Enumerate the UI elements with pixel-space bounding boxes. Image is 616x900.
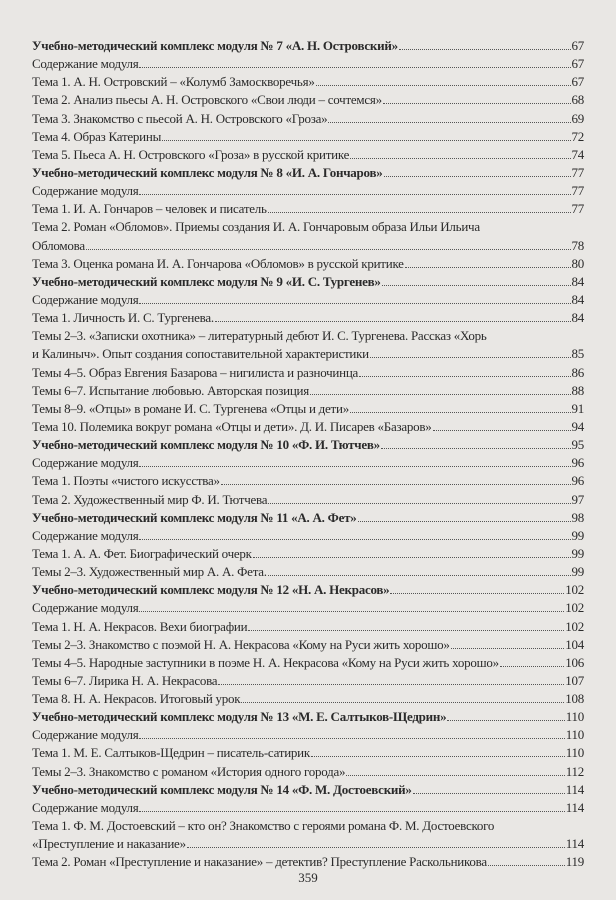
toc-entry-title: Тема 8. Н. А. Некрасов. Итоговый урок [32,691,241,707]
toc-entry [32,91,584,109]
toc-module-heading [32,37,584,55]
dot-leader [221,474,571,485]
toc-page-number: 102 [565,582,584,598]
toc-entry-title: Содержание модуля [32,527,139,543]
toc-page-number: 107 [565,672,584,688]
toc-page-number: 84 [571,291,584,307]
toc-page-number: 77 [571,183,584,199]
toc-module-heading [32,581,584,599]
toc-entry-title: Тема 2. Анализ пьесы А. Н. Островского «Свои люди – сочтемся» [32,92,382,108]
dot-leader [383,93,571,104]
toc-entry [32,110,584,128]
toc-page-number: 110 [565,727,584,743]
dot-leader [451,638,565,649]
dot-leader [139,529,570,540]
toc-module-heading [32,708,584,726]
toc-page-number: 99 [571,564,584,580]
toc-entry-title: Обломова [32,237,85,253]
dot-leader [311,746,565,757]
toc-entry [32,345,584,363]
toc-entry [32,563,584,581]
toc-entry [32,472,584,490]
toc-page-number: 98 [571,509,584,525]
toc-page-number: 96 [571,473,584,489]
toc-entry-title: Тема 1. И. А. Гончаров – человек и писатель [32,201,267,217]
toc-entry-title: Тема 10. Полемика вокруг романа «Отцы и дети». Д. И. Писарев «Базаров» [32,418,432,434]
toc-entry-title: Содержание модуля [32,183,139,199]
toc-page-number: 96 [571,455,584,471]
toc-entry [32,853,584,871]
toc-entry-title: Учебно-методический комплекс модуля № 14 «Ф. М. Достоевский» [32,781,412,797]
toc-entry [32,527,584,545]
dot-leader [218,674,564,685]
dot-leader [139,57,570,68]
toc-page-number: 94 [571,418,584,434]
toc-page-number: 88 [571,382,584,398]
dot-leader [370,347,571,358]
dot-leader [488,855,565,866]
dot-leader [139,184,570,195]
toc-entry-title: Темы 2–3. Художественный мир А. А. Фета. [32,564,267,580]
toc-page-number: 67 [571,56,584,72]
dot-leader [241,692,564,703]
toc-entry [32,654,584,672]
toc-entry-title: Содержание модуля [32,455,139,471]
toc-page-number: 110 [565,709,584,725]
toc-entry [32,146,584,164]
toc-entry-title: Содержание модуля [32,799,139,815]
toc-page-number: 91 [571,400,584,416]
toc-entry [32,491,584,509]
dot-leader [328,112,570,123]
toc-entry [32,454,584,472]
toc-entry-title: Темы 2–3. «Записки охотника» – литературный дебют И. С. Тургенева. Рассказ «Хорь [32,328,487,344]
toc-entry [32,599,584,617]
toc-page-number: 69 [571,110,584,126]
toc-entry-title: Учебно-методический комплекс модуля № 9 «И. С. Тургенев» [32,273,381,289]
toc-entry [32,744,584,762]
toc-page-number: 108 [565,691,584,707]
toc-entry-title: Тема 1. Н. А. Некрасов. Вехи биографии [32,618,248,634]
dot-leader [384,166,571,177]
toc-entry-title: Содержание модуля [32,727,139,743]
page-number: 359 [298,870,318,885]
dot-leader [358,511,571,522]
dot-leader [359,366,570,377]
toc-entry-title: Тема 1. Поэты «чистого искусства» [32,473,220,489]
dot-leader [139,728,564,739]
toc-entry-line [32,327,584,345]
toc-page-number: 114 [565,781,584,797]
toc-page-number: 80 [571,255,584,271]
dot-leader [390,583,564,594]
dot-leader [268,202,571,213]
toc-page-number: 106 [565,654,584,670]
toc-entry [32,73,584,91]
toc-entry [32,182,584,200]
toc-module-heading [32,509,584,527]
dot-leader [215,311,571,322]
toc-entry-title: Содержание модуля [32,56,139,72]
toc-page-number: 102 [565,618,584,634]
toc-page-number: 119 [565,854,584,870]
table-of-contents [32,37,584,871]
toc-entry-title: Учебно-методический комплекс модуля № 11 «А. А. Фет» [32,509,357,525]
dot-leader [310,384,571,395]
toc-entry-title: Тема 5. Пьеса А. Н. Островского «Гроза» в русской критике [32,146,350,162]
toc-entry [32,763,584,781]
dot-leader [139,601,564,612]
toc-page-number: 84 [571,310,584,326]
toc-page-number: 77 [571,201,584,217]
toc-entry [32,364,584,382]
toc-entry-title: Учебно-методический комплекс модуля № 12 «Н. А. Некрасов» [32,582,390,598]
toc-page-number: 78 [571,237,584,253]
toc-page-number: 72 [571,128,584,144]
toc-entry-title: и Калиныч». Опыт создания сопоставительной характеристики [32,346,369,362]
toc-entry [32,690,584,708]
toc-entry [32,618,584,636]
toc-page-number: 112 [565,763,584,779]
toc-entry-title: Содержание модуля [32,600,139,616]
toc-entry-title: Темы 8–9. «Отцы» в романе И. С. Тургенева «Отцы и дети» [32,400,349,416]
toc-entry [32,418,584,436]
toc-entry [32,835,584,853]
dot-leader [447,710,564,721]
toc-entry [32,309,584,327]
toc-entry-title: Темы 2–3. Знакомство с поэмой Н. А. Некрасова «Кому на Руси жить хорошо» [32,636,450,652]
toc-module-heading [32,273,584,291]
dot-leader [187,837,565,848]
toc-entry-title: Тема 4. Образ Катерины [32,128,162,144]
toc-page-number: 84 [571,273,584,289]
toc-page-number: 86 [571,364,584,380]
toc-page-number: 104 [565,636,584,652]
toc-entry-title: Тема 3. Знакомство с пьесой А. Н. Островского «Гроза» [32,110,328,126]
dot-leader [268,493,570,504]
dot-leader [253,547,571,558]
toc-page-number: 99 [571,527,584,543]
toc-entry-title: Учебно-методический комплекс модуля № 10 «Ф. И. Тютчев» [32,437,380,453]
dot-leader [86,239,571,250]
toc-entry-title: Тема 2. Художественный мир Ф. И. Тютчева [32,491,268,507]
dot-leader [500,656,564,667]
toc-entry [32,382,584,400]
dot-leader [139,456,570,467]
toc-entry-title: Тема 1. А. А. Фет. Биографический очерк [32,545,252,561]
toc-entry-title: Тема 1. М. Е. Салтыков-Щедрин – писатель-сатирик [32,745,310,761]
toc-entry-title: Тема 2. Роман «Обломов». Приемы создания И. А. Гончаровым образа Ильи Ильича [32,219,480,235]
toc-entry-title: Темы 6–7. Лирика Н. А. Некрасова [32,672,218,688]
toc-entry-title: Содержание модуля [32,291,139,307]
toc-entry-title: Учебно-методический комплекс модуля № 13 «М. Е. Салтыков-Щедрин» [32,709,447,725]
toc-page-number: 99 [571,545,584,561]
toc-page-number: 114 [565,836,584,852]
dot-leader [162,130,570,141]
toc-page-number: 114 [565,799,584,815]
toc-entry-line [32,817,584,835]
toc-entry-title: «Преступление и наказание» [32,836,186,852]
toc-entry [32,672,584,690]
toc-entry-title: Тема 3. Оценка романа И. А. Гончарова «Обломов» в русской критике [32,255,404,271]
toc-entry-line [32,218,584,236]
dot-leader [139,801,564,812]
dot-leader [382,275,571,286]
dot-leader [350,402,571,413]
toc-entry [32,128,584,146]
dot-leader [413,783,565,794]
toc-entry-title: Тема 2. Роман «Преступление и наказание» – детектив? Преступление Раскольникова [32,854,487,870]
toc-entry-title: Учебно-методический комплекс модуля № 8 «И. А. Гончаров» [32,164,383,180]
dot-leader [346,765,564,776]
toc-entry [32,255,584,273]
dot-leader [139,293,570,304]
dot-leader [268,565,571,576]
toc-page-number: 110 [565,745,584,761]
toc-page-number: 97 [571,491,584,507]
toc-entry-title: Темы 4–5. Народные заступники в поэме Н. А. Некрасова «Кому на Руси жить хорошо» [32,654,499,670]
dot-leader [350,148,570,159]
toc-entry [32,55,584,73]
toc-entry-title: Тема 1. Личность И. С. Тургенева. [32,310,214,326]
dot-leader [433,420,571,431]
toc-page-number: 74 [571,146,584,162]
toc-entry-title: Тема 1. Ф. М. Достоевский – кто он? Знакомство с героями романа Ф. М. Достоевского [32,818,495,834]
toc-page-number: 95 [571,437,584,453]
toc-entry-title: Темы 6–7. Испытание любовью. Авторская позиция [32,382,309,398]
toc-entry-title: Учебно-методический комплекс модуля № 7 «А. Н. Островский» [32,38,398,53]
toc-page-number: 102 [565,600,584,616]
dot-leader [405,257,571,268]
dot-leader [316,75,571,86]
toc-module-heading [32,781,584,799]
toc-entry-title: Темы 2–3. Знакомство с романом «История одного города» [32,763,346,779]
toc-entry-title: Темы 4–5. Образ Евгения Базарова – нигилиста и разночинца [32,364,359,380]
toc-entry [32,237,584,255]
toc-entry [32,636,584,654]
toc-page-number: 67 [571,74,584,90]
toc-entry [32,726,584,744]
toc-entry [32,545,584,563]
dot-leader [381,438,571,449]
toc-entry [32,200,584,218]
toc-module-heading [32,164,584,182]
dot-leader [399,39,571,50]
toc-entry-title: Тема 1. А. Н. Островский – «Колумб Замоскворечья» [32,74,315,90]
toc-page-number: 85 [571,346,584,362]
toc-page-number: 67 [571,38,584,53]
toc-entry [32,400,584,418]
toc-module-heading [32,436,584,454]
toc-page-number: 77 [571,164,584,180]
toc-entry [32,799,584,817]
toc-page-number: 68 [571,92,584,108]
dot-leader [248,620,564,631]
toc-entry [32,291,584,309]
